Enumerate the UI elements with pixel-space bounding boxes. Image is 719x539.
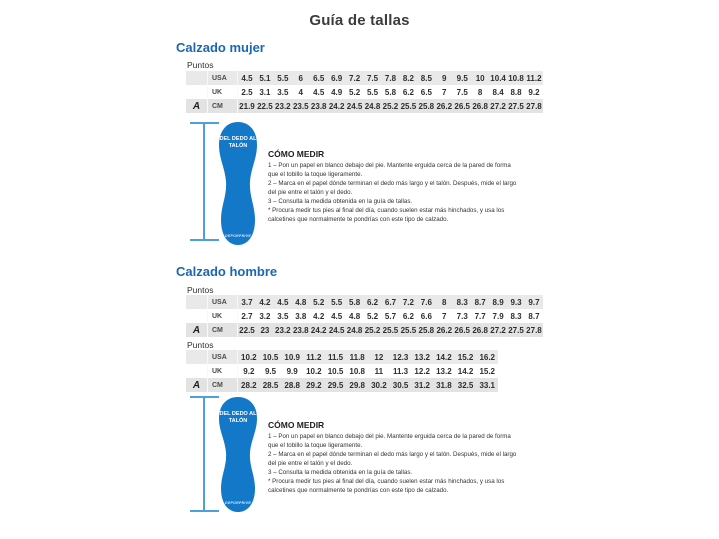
size-value-cell: 24.8 bbox=[364, 101, 381, 111]
size-value-cell: 8.7 bbox=[474, 297, 486, 307]
size-value-cell: 3.5 bbox=[277, 311, 289, 321]
brand-logo: DEPORPRIVE bbox=[225, 234, 251, 238]
men-size-table-1 bbox=[186, 295, 543, 337]
size-value-cell: 24.8 bbox=[346, 325, 363, 335]
size-value-cell: 7 bbox=[442, 87, 447, 97]
size-value-cell: 24.5 bbox=[328, 325, 345, 335]
size-value-cell: 29.5 bbox=[327, 380, 344, 390]
size-value-cell: 6.9 bbox=[331, 73, 343, 83]
size-value-cell: 9.5 bbox=[456, 73, 468, 83]
table-row-cm bbox=[186, 99, 543, 113]
size-value-cell: 11 bbox=[374, 366, 384, 376]
size-value-cell: 6.2 bbox=[366, 297, 379, 307]
size-values-row bbox=[238, 295, 543, 309]
table-row-usa bbox=[186, 295, 543, 309]
size-value-cell: 14.2 bbox=[436, 352, 452, 362]
size-value-cell: 7.5 bbox=[456, 87, 468, 97]
size-value-cell: 31.8 bbox=[436, 380, 452, 390]
size-value-cell: 15.2 bbox=[479, 366, 496, 376]
table-row-uk bbox=[186, 364, 498, 378]
size-value-cell: 4.5 bbox=[313, 87, 325, 97]
corner-cell bbox=[186, 309, 208, 323]
unit-label-usa: USA bbox=[208, 71, 238, 85]
size-value-cell: 8.5 bbox=[420, 73, 432, 83]
size-value-cell: 25.5 bbox=[400, 101, 417, 111]
size-value-cell: 9.2 bbox=[528, 87, 540, 97]
size-value-cell: 24.5 bbox=[346, 101, 363, 111]
unit-label-uk: UK bbox=[208, 309, 238, 323]
howto-lines bbox=[268, 162, 522, 225]
size-value-cell: 3.5 bbox=[277, 87, 289, 97]
corner-cell bbox=[186, 85, 208, 99]
size-value-cell: 4.2 bbox=[313, 311, 325, 321]
size-value-cell: 10.8 bbox=[349, 366, 365, 376]
size-value-cell: 15.2 bbox=[457, 352, 474, 362]
foot-measure-label: DEL DEDO AL TALÓN bbox=[219, 411, 257, 425]
size-value-cell: 4.2 bbox=[259, 297, 271, 307]
size-value-cell: 21.9 bbox=[239, 101, 255, 111]
size-value-cell: 7.8 bbox=[384, 73, 397, 83]
size-value-cell: 27.5 bbox=[508, 325, 524, 335]
size-value-cell: 28.5 bbox=[262, 380, 279, 390]
size-value-cell: 23.2 bbox=[275, 101, 291, 111]
corner-cell bbox=[186, 378, 208, 392]
size-value-cell: 27.2 bbox=[490, 325, 506, 335]
row-group-label-a: A bbox=[192, 379, 201, 391]
size-value-cell: 6.7 bbox=[384, 297, 397, 307]
size-value-cell: 23.8 bbox=[292, 325, 309, 335]
size-value-cell: 27.2 bbox=[490, 101, 506, 111]
size-value-cell: 25.5 bbox=[400, 325, 417, 335]
size-value-cell: 6.5 bbox=[420, 87, 432, 97]
size-value-cell: 5.7 bbox=[384, 311, 397, 321]
unit-label-cm: CM bbox=[208, 323, 238, 337]
footprint-graphic bbox=[213, 396, 263, 513]
corner-cell bbox=[186, 323, 208, 337]
table-row-cm bbox=[186, 323, 543, 337]
size-value-cell: 30.2 bbox=[371, 380, 387, 390]
size-value-cell: 27.8 bbox=[526, 325, 542, 335]
corner-cell bbox=[186, 364, 208, 378]
size-value-cell: 27.5 bbox=[508, 101, 524, 111]
size-value-cell: 6.2 bbox=[402, 87, 414, 97]
howto-instruction-line: 2 – Marca en el papel dónde terminan el dedo más largo y el talón. Después, mide el largo del pie entre el talón y el dedo. bbox=[268, 179, 517, 196]
howto-instruction-line: * Procura medir tus pies al final del día, cuando suelen estar más hinchados, y usa los calcetines que normalmente te pondrías con este tipo de calzado. bbox=[268, 477, 505, 494]
size-value-cell: 13.2 bbox=[436, 366, 452, 376]
size-value-cell: 5.5 bbox=[277, 73, 289, 83]
size-value-cell: 4 bbox=[298, 87, 303, 97]
howto-instruction-line: * Procura medir tus pies al final del día, cuando suelen estar más hinchados, y usa los calcetines que normalmente te pondrías con este tipo de calzado. bbox=[268, 206, 505, 223]
size-value-cell: 7.3 bbox=[456, 311, 468, 321]
howto-instruction-line: 1 – Pon un papel en blanco debajo del pie. Mantente erguida cerca de la pared de forma que el tobillo la toque ligeramente. bbox=[268, 162, 511, 178]
size-value-cell: 10 bbox=[475, 73, 485, 83]
size-value-cell: 31.2 bbox=[414, 380, 430, 390]
size-value-cell: 25.2 bbox=[364, 325, 381, 335]
size-value-cell: 26.2 bbox=[436, 325, 453, 335]
corner-cell bbox=[186, 71, 208, 85]
row-group-label-a: A bbox=[192, 100, 201, 112]
unit-label-usa: USA bbox=[208, 295, 238, 309]
size-value-cell: 10.4 bbox=[490, 73, 506, 83]
size-value-cell: 14.2 bbox=[457, 366, 474, 376]
size-value-cell: 29.8 bbox=[349, 380, 365, 390]
row-group-label-a: A bbox=[192, 324, 201, 336]
table-row-uk bbox=[186, 85, 543, 99]
size-value-cell: 4.5 bbox=[241, 73, 253, 83]
size-value-cell: 25.8 bbox=[418, 325, 435, 335]
size-value-cell: 23.8 bbox=[310, 101, 327, 111]
unit-label-cm: CM bbox=[208, 378, 238, 392]
howto-title: CÓMO MEDIR bbox=[268, 420, 325, 430]
size-value-cell: 11.2 bbox=[306, 352, 322, 362]
size-value-cell: 10.5 bbox=[262, 352, 279, 362]
size-value-cell: 6.2 bbox=[402, 311, 414, 321]
measure-line-vertical bbox=[203, 396, 205, 511]
size-values-row bbox=[238, 323, 543, 337]
size-value-cell: 8.3 bbox=[510, 311, 522, 321]
brand-logo: DEPORPRIVE bbox=[225, 501, 251, 505]
size-value-cell: 8.9 bbox=[492, 297, 504, 307]
size-value-cell: 9.9 bbox=[286, 366, 298, 376]
size-value-cell: 26.5 bbox=[454, 325, 470, 335]
size-values-row bbox=[238, 85, 543, 99]
size-value-cell: 4.9 bbox=[331, 87, 343, 97]
size-values-row bbox=[238, 309, 543, 323]
unit-label-uk: UK bbox=[208, 364, 238, 378]
size-value-cell: 5.5 bbox=[331, 297, 343, 307]
page-title: Guía de tallas bbox=[309, 12, 410, 29]
size-value-cell: 16.2 bbox=[479, 352, 496, 362]
size-value-cell: 26.8 bbox=[472, 325, 488, 335]
size-value-cell: 5.8 bbox=[384, 87, 397, 97]
size-value-cell: 12 bbox=[374, 352, 384, 362]
men-section-heading: Calzado hombre bbox=[176, 264, 278, 279]
size-value-cell: 8.7 bbox=[528, 311, 540, 321]
size-value-cell: 7.7 bbox=[474, 311, 486, 321]
women-points-label: Puntos bbox=[187, 60, 214, 70]
size-value-cell: 7.2 bbox=[349, 73, 361, 83]
size-value-cell: 22.5 bbox=[257, 101, 273, 111]
howto-lines bbox=[268, 433, 522, 496]
size-value-cell: 2.7 bbox=[241, 311, 253, 321]
size-value-cell: 10.2 bbox=[306, 366, 322, 376]
howto-instruction-line: 1 – Pon un papel en blanco debajo del pie. Mantente erguida cerca de la pared de forma que el tobillo la toque ligeramente. bbox=[268, 433, 511, 449]
size-value-cell: 6.5 bbox=[313, 73, 325, 83]
size-value-cell: 24.2 bbox=[328, 101, 345, 111]
size-value-cell: 12.2 bbox=[414, 366, 430, 376]
size-value-cell: 6.6 bbox=[420, 311, 432, 321]
size-value-cell: 8 bbox=[477, 87, 483, 97]
size-value-cell: 3.8 bbox=[295, 311, 307, 321]
unit-label-usa: USA bbox=[208, 350, 238, 364]
size-value-cell: 2.5 bbox=[241, 87, 253, 97]
size-value-cell: 8.2 bbox=[402, 73, 414, 83]
size-value-cell: 13.2 bbox=[414, 352, 430, 362]
size-value-cell: 32.5 bbox=[457, 380, 474, 390]
size-value-cell: 9.2 bbox=[243, 366, 255, 376]
howto-instruction-line: 3 – Consulta la medida obtenida en la guía de tallas. bbox=[268, 197, 413, 205]
unit-label-uk: UK bbox=[208, 85, 238, 99]
size-value-cell: 26.8 bbox=[472, 101, 488, 111]
women-size-table bbox=[186, 71, 543, 113]
corner-cell bbox=[186, 99, 208, 113]
size-value-cell: 3.2 bbox=[259, 311, 271, 321]
howto-title: CÓMO MEDIR bbox=[268, 149, 325, 159]
size-value-cell: 4.8 bbox=[295, 297, 307, 307]
size-value-cell: 7.5 bbox=[366, 73, 379, 83]
size-value-cell: 9.7 bbox=[528, 297, 540, 307]
size-value-cell: 9 bbox=[442, 73, 447, 83]
unit-label-cm: CM bbox=[208, 99, 238, 113]
size-value-cell: 30.5 bbox=[392, 380, 409, 390]
men-howto-block bbox=[268, 420, 522, 496]
size-value-cell: 8 bbox=[442, 297, 447, 307]
size-value-cell: 28.2 bbox=[241, 380, 257, 390]
size-value-cell: 29.2 bbox=[306, 380, 322, 390]
size-value-cell: 5.2 bbox=[349, 87, 361, 97]
measure-line-vertical bbox=[203, 122, 205, 240]
size-value-cell: 23 bbox=[260, 325, 270, 335]
size-value-cell: 11.8 bbox=[349, 352, 365, 362]
size-value-cell: 5.2 bbox=[366, 311, 379, 321]
size-value-cell: 11.2 bbox=[526, 73, 542, 83]
size-value-cell: 11.5 bbox=[327, 352, 344, 362]
size-value-cell: 10.9 bbox=[284, 352, 300, 362]
corner-cell bbox=[186, 295, 208, 309]
size-value-cell: 7.6 bbox=[420, 297, 432, 307]
table-row-uk bbox=[186, 309, 543, 323]
men-points-label-2: Puntos bbox=[187, 340, 214, 350]
size-value-cell: 3.7 bbox=[241, 297, 253, 307]
size-value-cell: 8.8 bbox=[510, 87, 522, 97]
size-value-cell: 5.8 bbox=[349, 297, 361, 307]
size-value-cell: 4.5 bbox=[331, 311, 343, 321]
size-values-row bbox=[238, 71, 543, 85]
table-row-cm bbox=[186, 378, 498, 392]
size-value-cell: 25.2 bbox=[382, 101, 399, 111]
size-value-cell: 24.2 bbox=[310, 325, 327, 335]
size-value-cell: 9.5 bbox=[264, 366, 277, 376]
footprint-graphic bbox=[213, 121, 263, 246]
size-value-cell: 11.3 bbox=[392, 366, 409, 376]
size-value-cell: 8.4 bbox=[492, 87, 504, 97]
table-row-usa bbox=[186, 71, 543, 85]
size-value-cell: 5.1 bbox=[259, 73, 271, 83]
size-value-cell: 26.2 bbox=[436, 101, 453, 111]
size-value-cell: 28.8 bbox=[284, 380, 300, 390]
size-values-row bbox=[238, 378, 498, 392]
size-value-cell: 8.3 bbox=[456, 297, 468, 307]
size-value-cell: 5.5 bbox=[366, 87, 379, 97]
size-values-row bbox=[238, 364, 498, 378]
size-value-cell: 7 bbox=[442, 311, 447, 321]
size-values-row bbox=[238, 99, 543, 113]
size-value-cell: 12.3 bbox=[392, 352, 409, 362]
size-value-cell: 4.8 bbox=[349, 311, 361, 321]
size-value-cell: 10.2 bbox=[241, 352, 257, 362]
foot-measure-label: DEL DEDO AL TALÓN bbox=[219, 136, 257, 150]
size-value-cell: 10.5 bbox=[327, 366, 344, 376]
size-value-cell: 3.1 bbox=[259, 87, 271, 97]
size-value-cell: 26.5 bbox=[454, 101, 470, 111]
size-value-cell: 25.5 bbox=[382, 325, 399, 335]
table-row-usa bbox=[186, 350, 498, 364]
size-value-cell: 6 bbox=[298, 73, 303, 83]
women-section-heading: Calzado mujer bbox=[176, 40, 265, 55]
size-values-row bbox=[238, 350, 498, 364]
size-value-cell: 33.1 bbox=[479, 380, 496, 390]
size-value-cell: 9.3 bbox=[510, 297, 522, 307]
size-value-cell: 23.2 bbox=[275, 325, 291, 335]
men-points-label-1: Puntos bbox=[187, 285, 214, 295]
size-value-cell: 5.2 bbox=[313, 297, 325, 307]
size-value-cell: 22.5 bbox=[239, 325, 255, 335]
men-size-table-2 bbox=[186, 350, 498, 392]
size-value-cell: 23.5 bbox=[292, 101, 309, 111]
size-value-cell: 10.8 bbox=[508, 73, 524, 83]
size-value-cell: 27.8 bbox=[526, 101, 542, 111]
size-value-cell: 25.8 bbox=[418, 101, 435, 111]
size-value-cell: 7.2 bbox=[402, 297, 414, 307]
corner-cell bbox=[186, 350, 208, 364]
size-value-cell: 7.9 bbox=[492, 311, 504, 321]
howto-instruction-line: 3 – Consulta la medida obtenida en la guía de tallas. bbox=[268, 468, 413, 476]
size-value-cell: 4.5 bbox=[277, 297, 289, 307]
howto-instruction-line: 2 – Marca en el papel dónde terminan el dedo más largo y el talón. Después, mide el largo del pie entre el talón y el dedo. bbox=[268, 450, 517, 467]
women-howto-block bbox=[268, 149, 522, 225]
